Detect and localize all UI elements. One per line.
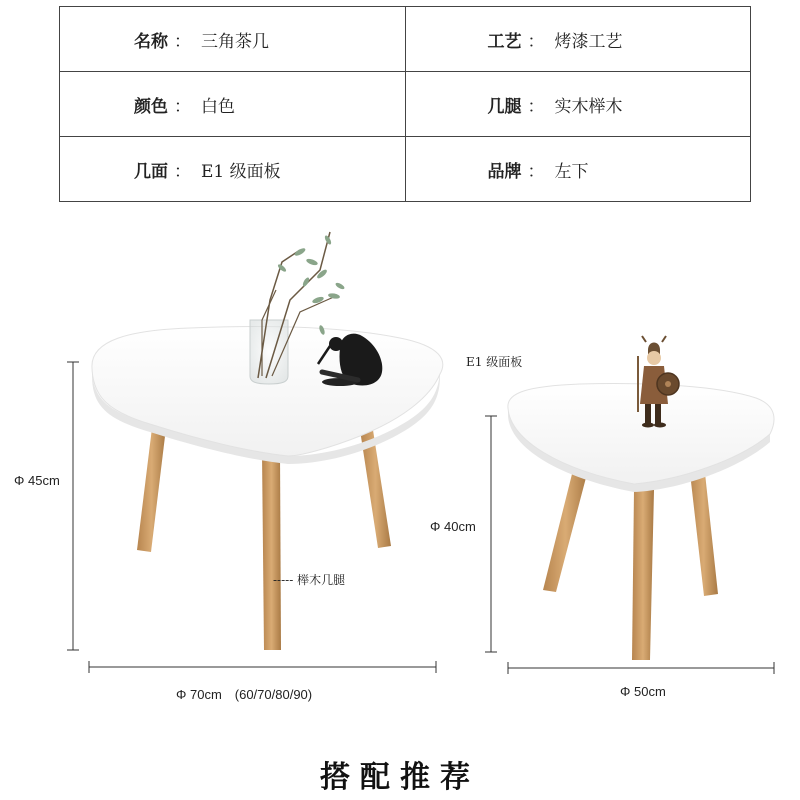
large-width-label: Φ 70cm (60/70/80/90): [176, 687, 313, 702]
spec-value: E1 级面板: [201, 161, 281, 182]
spec-label: 品牌: [487, 161, 522, 182]
panel-material-note: E1 级面板: [466, 355, 523, 369]
spec-value: 烤漆工艺: [554, 31, 623, 52]
spec-separator: ：: [527, 161, 545, 182]
large-width-dimension-line: [89, 661, 436, 673]
large-height-dimension-line: [67, 362, 79, 650]
section-heading: 搭配推荐: [320, 760, 480, 795]
small-height-dimension-line: [485, 416, 497, 652]
small-table-legs: [543, 464, 718, 660]
large-height-label: Φ 45cm: [14, 473, 60, 488]
spec-separator: ：: [174, 161, 191, 182]
leg-material-note: ----- 榉木几腿: [273, 573, 346, 587]
spec-value: 实木榉木: [554, 96, 623, 117]
spec-label: 颜色: [134, 96, 168, 117]
large-table: [92, 232, 443, 650]
small-width-dimension-line: [508, 662, 774, 674]
spec-value: 三角茶几: [201, 31, 269, 52]
large-table-legs: [137, 428, 391, 650]
spec-label: 几腿: [487, 96, 522, 117]
spec-separator: ：: [527, 96, 545, 117]
small-height-label: Φ 40cm: [430, 519, 476, 534]
small-width-label: Φ 50cm: [620, 684, 666, 699]
spec-label: 几面: [134, 161, 168, 182]
spec-label: 工艺: [487, 31, 522, 52]
spec-separator: ：: [174, 31, 191, 52]
spec-separator: ：: [527, 31, 545, 52]
spec-value: 左下: [554, 161, 589, 182]
small-table: [508, 336, 774, 660]
spec-label: 名称: [134, 31, 168, 52]
spec-separator: ：: [174, 96, 191, 117]
spec-value: 白色: [201, 96, 235, 117]
